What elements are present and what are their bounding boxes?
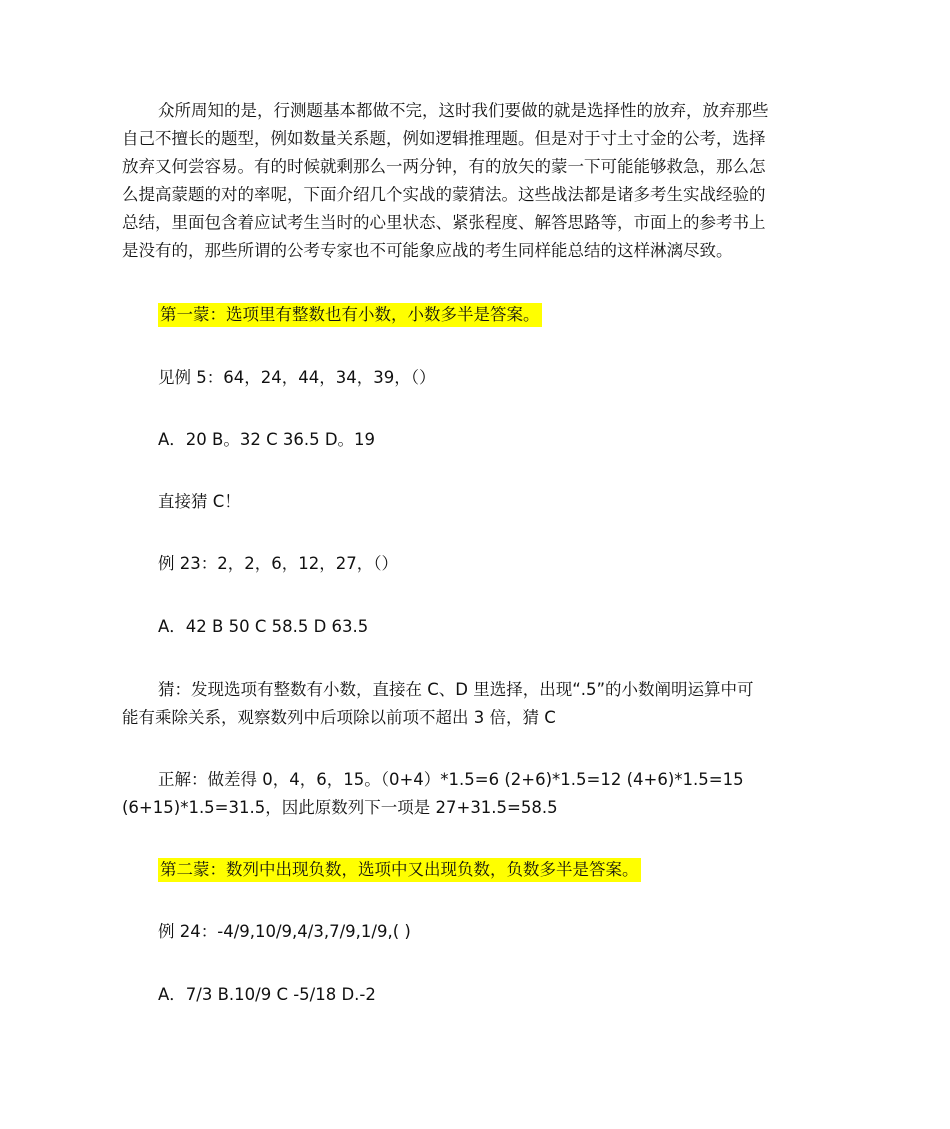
example-23-options: A．42 B 50 C 58.5 D 63.5 <box>158 617 369 636</box>
heading-highlight: 第一蒙：选项里有整数也有小数，小数多半是答案。 <box>158 303 542 327</box>
solution-23-line-2: (6+15)*1.5=31.5，因此原数列下一项是 27+31.5=58.5 <box>122 798 558 817</box>
heading-first-guess <box>158 301 868 329</box>
guess-23-line-2: 能有乘除关系，观察数列中后项除以前项不超出 3 倍，猜 C <box>122 708 556 727</box>
intro-line-3: 放弃又何尝容易。有的时候就剩那么一两分钟，有的放矢的蒙一下可能能够救急，那么怎 <box>122 157 766 176</box>
guess-c-note: 直接猜 C！ <box>158 492 241 511</box>
guess-23-line-1: 猜：发现选项有整数有小数，直接在 C、D 里选择，出现“.5”的小数阐明运算中可 <box>158 680 754 699</box>
intro-line-4: 么提高蒙题的对的率呢，下面介绍几个实战的蒙猜法。这些战法都是诸多考生实战经验的 <box>122 185 766 204</box>
example-5-options: A．20 B。32 C 36.5 D。19 <box>158 430 376 449</box>
solution-23-line-1: 正解：做差得 0，4，6，15。（0+4）*1.5=6 (2+6)*1.5=12 (4+6)*1.5=15 <box>158 770 744 789</box>
intro-line-6: 是没有的，那些所谓的公考专家也不可能象应战的考生同样能总结的这样淋漓尽致。 <box>122 241 733 260</box>
heading-second-guess <box>158 856 868 884</box>
intro-line-2: 自己不擅长的题型，例如数量关系题，例如逻辑推理题。但是对于寸土寸金的公考，选择 <box>122 129 766 148</box>
intro-line-1: 众所周知的是，行测题基本都做不完，这时我们要做的就是选择性的放弃，放弃那些 <box>158 101 769 120</box>
example-23-question: 例 23：2，2，6，12，27，（） <box>158 554 398 573</box>
heading-highlight: 第二蒙：数列中出现负数，选项中又出现负数，负数多半是答案。 <box>158 858 641 882</box>
example-24-options: A．7/3 B.10/9 C -5/18 D.-2 <box>158 985 376 1004</box>
example-5-question: 见例 5：64，24，44，34，39，（） <box>158 368 436 387</box>
intro-line-5: 总结，里面包含着应试考生当时的心里状态、紧张程度、解答思路等，市面上的参考书上 <box>122 213 766 232</box>
example-24-question: 例 24：-4/9,10/9,4/3,7/9,1/9,( ) <box>158 922 411 941</box>
